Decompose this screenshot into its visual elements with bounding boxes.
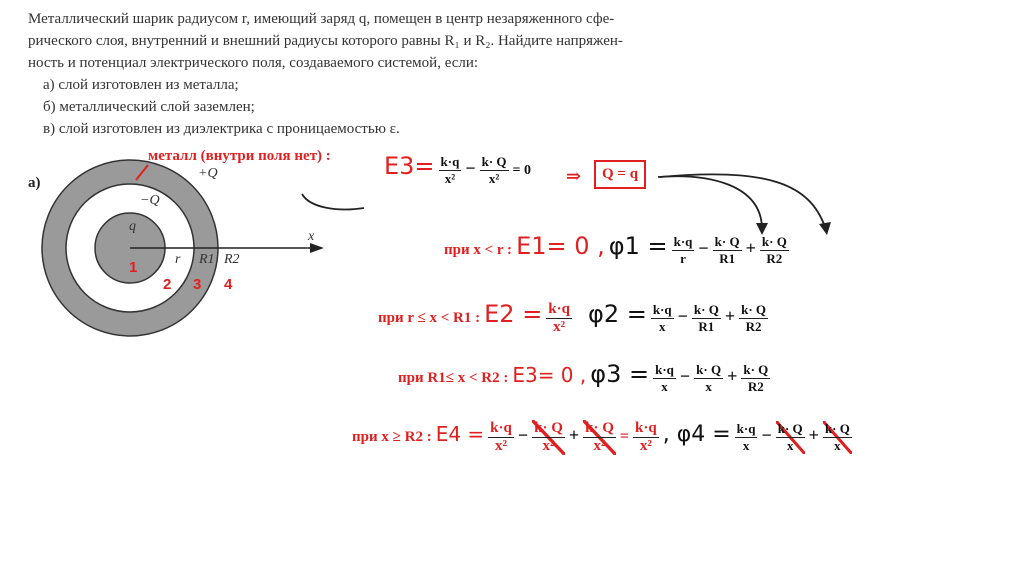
option-c: в) слой изготовлен из диэлектрика с проницаемостью ε.	[43, 121, 400, 137]
numerator: k·q	[673, 233, 693, 249]
radius-r-label: r	[175, 252, 181, 267]
numerator: k· Q	[534, 420, 563, 436]
equals-zero: = 0	[512, 163, 532, 178]
potential-phi3: φ3 =	[590, 360, 650, 388]
option-b: б) металлический слой заземлен;	[43, 99, 255, 115]
numerator: k·q	[548, 300, 570, 317]
denominator: x	[658, 318, 666, 334]
fraction	[760, 234, 789, 267]
fraction	[653, 362, 676, 395]
denominator: R1	[698, 318, 715, 334]
boxed-result	[594, 160, 646, 189]
radius-R1-label: R1	[199, 252, 215, 267]
fraction	[739, 302, 768, 335]
numerator: k·q	[736, 421, 756, 436]
sphere-diagram	[40, 158, 340, 348]
inner-charge-label: −Q	[140, 193, 160, 208]
fraction	[694, 362, 723, 395]
equals-sign: =	[619, 428, 630, 446]
region-2-label: 2	[163, 276, 172, 293]
region-1-label: 1	[129, 259, 138, 276]
condition-label: при x < r :	[444, 242, 513, 258]
denominator: R1	[719, 250, 736, 266]
numerator: k·q	[490, 420, 512, 436]
numerator: k· Q	[693, 301, 719, 317]
numerator: k·q	[635, 420, 657, 436]
field-e2: E2 =	[484, 300, 543, 328]
fraction	[488, 420, 514, 455]
minus-sign: −	[679, 366, 691, 386]
field-e3: E3= 0 ,	[512, 363, 587, 387]
denominator: x²	[553, 318, 566, 335]
potential-phi2: φ2 =	[587, 300, 647, 328]
plus-sign: +	[568, 425, 580, 446]
problem-line: ность и потенциал электрического поля, создаваемого системой, если:	[28, 55, 479, 71]
e3-symbol: E3=	[384, 152, 435, 180]
minus-sign: −	[761, 425, 772, 446]
denominator: r	[680, 250, 686, 266]
region-3-label: 3	[193, 276, 202, 293]
implies-arrow: ⇒	[566, 166, 582, 186]
denominator: x	[705, 378, 712, 394]
condition-label: при x ≥ R2 :	[352, 429, 432, 446]
fraction-crossed	[776, 421, 805, 454]
problem-line: Металлический шарик радиусом r, имеющий заряд q, помещен в центр незаряженного сфе-	[28, 11, 615, 27]
numerator: k· Q	[761, 233, 787, 249]
fraction	[713, 234, 742, 267]
equation-row-2	[378, 300, 768, 336]
plus-sign: +	[808, 425, 819, 446]
minus-sign: −	[517, 425, 529, 446]
numerator: k· Q	[585, 420, 614, 436]
fraction	[735, 421, 758, 454]
numerator: k· Q	[741, 301, 767, 317]
equation-row-4	[352, 420, 852, 455]
denominator: x	[742, 438, 750, 453]
center-charge-label: q	[129, 219, 136, 234]
fraction-crossed	[823, 421, 852, 454]
fraction	[651, 302, 674, 335]
numerator: k· Q	[696, 361, 722, 377]
q-equals-q: Q = q	[594, 160, 646, 189]
numerator: k·q	[652, 301, 672, 317]
plus-sign: +	[745, 238, 756, 258]
plus-sign: +	[724, 306, 736, 326]
fraction-crossed	[583, 420, 616, 455]
radius-R2-label: R2	[224, 252, 240, 267]
fraction	[633, 420, 659, 455]
condition-label: при r ≤ x < R1 :	[378, 310, 481, 326]
denominator: x²	[495, 438, 508, 454]
fraction	[741, 362, 770, 395]
numerator: k· Q	[777, 421, 803, 436]
fraction	[546, 301, 572, 336]
condition-label: при R1≤ x < R2 :	[398, 370, 509, 386]
fraction	[439, 154, 462, 187]
minus-sign: −	[677, 306, 688, 326]
handwritten-curve	[298, 186, 368, 216]
outer-charge-label: +Q	[198, 166, 218, 181]
minus-sign: −	[698, 238, 709, 258]
numerator: k· Q	[824, 421, 850, 436]
region-4-label: 4	[224, 276, 233, 293]
potential-phi4: , φ4 =	[662, 422, 731, 448]
denominator: x²	[444, 170, 456, 186]
numerator: k· Q	[481, 153, 507, 169]
denominator: x²	[639, 438, 652, 454]
fraction	[692, 302, 721, 335]
denominator: x	[786, 438, 794, 453]
problem-statement	[28, 8, 1018, 140]
fraction	[480, 154, 509, 187]
field-e4: E4 =	[435, 422, 485, 447]
equation-row-3	[398, 360, 770, 395]
denominator: R2	[745, 318, 762, 334]
part-label: а)	[28, 175, 41, 191]
numerator: k· Q	[714, 233, 740, 249]
denominator: x²	[542, 438, 555, 454]
problem-line: рического слоя, внутренний и внешний радиусы которого равны R₁ и R₂. Найдите напряжен-	[28, 33, 623, 49]
denominator: x	[661, 378, 668, 394]
metal-annotation: металл (внутри поля нет) :	[148, 148, 331, 164]
fraction-crossed	[532, 420, 565, 455]
equation-row-1	[444, 232, 789, 267]
minus-sign: −	[465, 158, 476, 178]
equation-top	[384, 152, 531, 187]
plus-sign: +	[727, 366, 738, 386]
denominator: x²	[488, 170, 500, 186]
option-a: а) слой изготовлен из металла;	[43, 77, 239, 93]
fraction	[672, 234, 695, 267]
numerator: k· Q	[743, 361, 769, 377]
denominator: R2	[766, 250, 783, 266]
denominator: x²	[593, 438, 606, 454]
axis-label: x	[308, 229, 315, 244]
potential-phi1: φ1 =	[608, 232, 668, 260]
denominator: x	[834, 438, 841, 453]
field-e1: E1= 0 ,	[516, 232, 605, 260]
denominator: R2	[747, 378, 764, 394]
numerator: k·q	[440, 153, 460, 169]
numerator: k·q	[655, 361, 674, 377]
